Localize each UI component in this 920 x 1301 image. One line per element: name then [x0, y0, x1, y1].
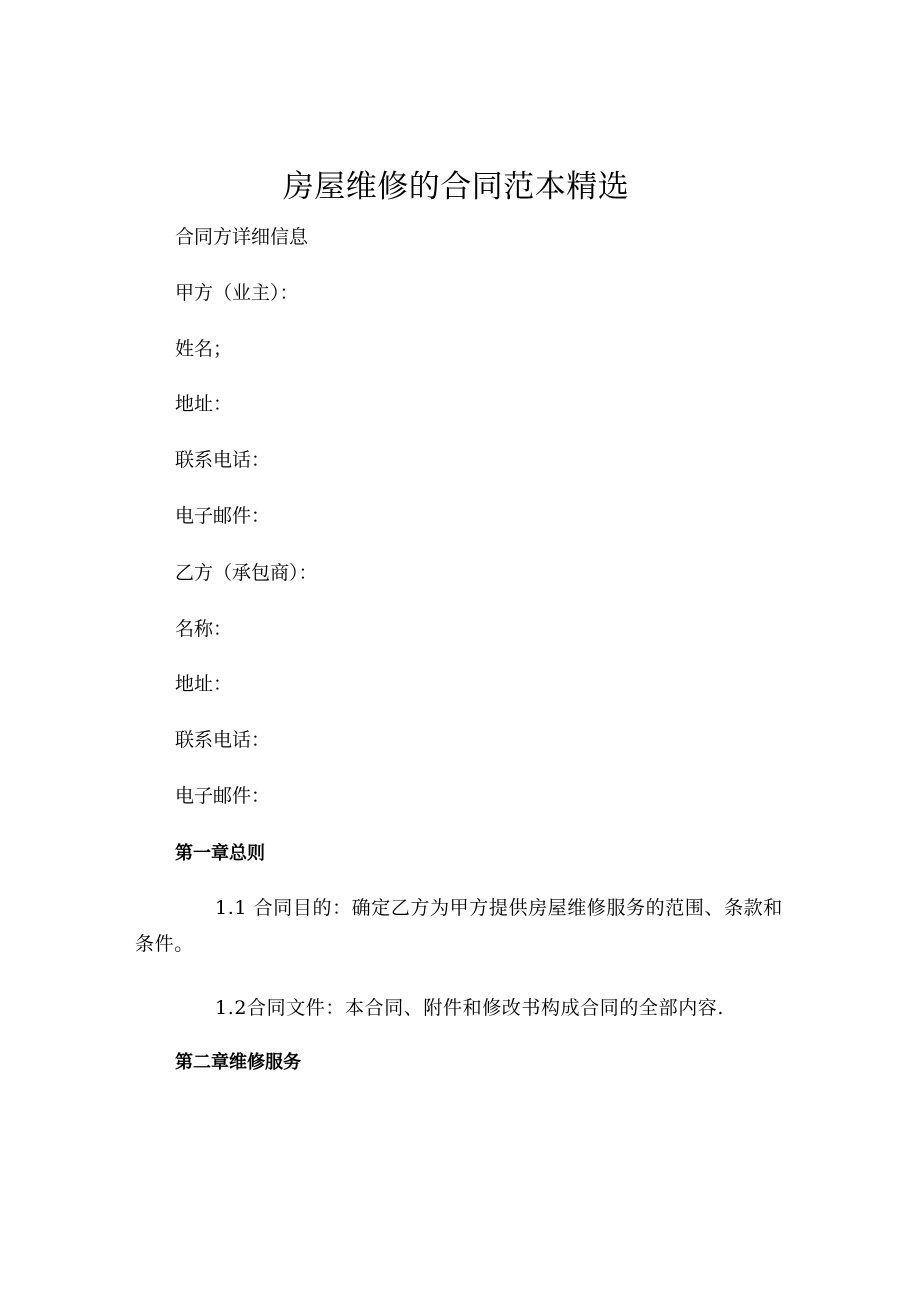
party-a-label: 甲方（业主）：: [175, 282, 299, 304]
clause-1-2: [135, 990, 795, 1026]
party-a-address-label: 地址：: [175, 393, 233, 415]
clause-1-1: [135, 890, 795, 962]
party-b-name-label: 名称：: [175, 618, 233, 640]
clause-1-1-text: 合同目的：确定乙方为甲方提供房屋维修服务的范围、条款和条件。: [135, 897, 783, 955]
party-b-phone-label: 联系电话：: [175, 729, 271, 751]
party-b-address-label: 地址：: [175, 673, 233, 695]
party-info-heading: 合同方详细信息: [175, 226, 309, 248]
party-a-email-label: 电子邮件：: [175, 505, 271, 527]
party-b-email-label: 电子邮件：: [175, 785, 271, 807]
document-title: 房屋维修的合同范本精选: [282, 169, 630, 205]
party-b-label: 乙方（承包商）：: [175, 562, 318, 584]
chapter-2-heading: 第二章维修服务: [175, 1052, 301, 1073]
party-a-name-label: 姓名；: [175, 338, 233, 360]
chapter-1-heading: 第一章总则: [175, 843, 265, 864]
clause-1-2-text: 合同文件：本合同、附件和修改书构成合同的全部内容.: [247, 997, 725, 1019]
clause-1-2-number: 1.2: [215, 997, 248, 1019]
party-a-phone-label: 联系电话：: [175, 449, 271, 471]
clause-1-1-number: 1.1: [215, 897, 248, 919]
